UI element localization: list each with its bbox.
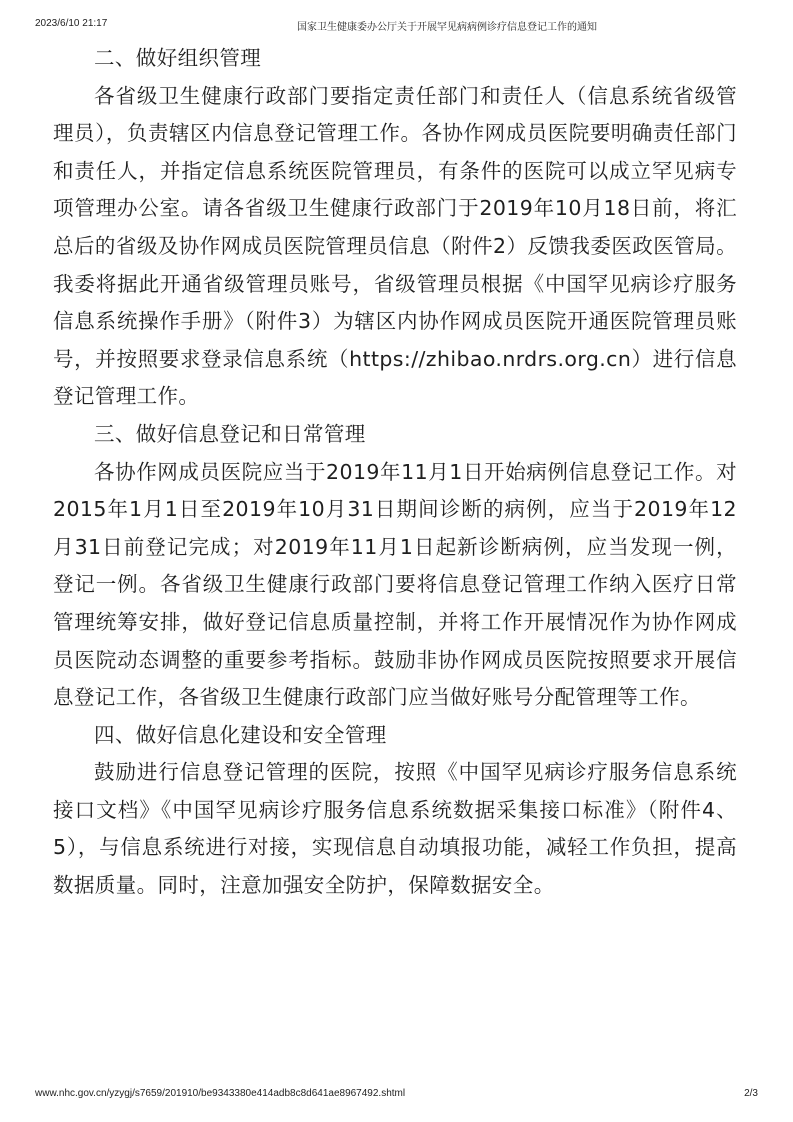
paragraph-informatization: 鼓励进行信息登记管理的医院，按照《中国罕见病诊疗服务信息系统接口文档》《中国罕见病诊疗服务信息系统数据采集接口标准》（附件4、5），与信息系统进行对接，实现信息自动填报功能，减轻工作负担，提高数据质量。同时，注意加强安全防护，保障数据安全。 — [53, 760, 737, 898]
section-heading-informatization: 四、做好信息化建设和安全管理 — [94, 722, 387, 747]
print-header — [35, 18, 758, 32]
section-heading-organization: 二、做好组织管理 — [94, 46, 262, 70]
paragraph-registration: 各协作网成员医院应当于2019年11月1日开始病例信息登记工作。对2015年1月1日至2019年10月31日期间诊断的病例，应当于2019年12月31日前登记完成；对2019年11月1日起新诊断病例，应当发现一例，登记一例。各省级卫生健康行政部门要将信息登记管理工作纳入医疗日常管理统筹安排，做好登记信息质量控制，并将工作开展情况作为协作网成员医院动态调整的重要参考指标。鼓励非协作网成员医院按照要求开展信息登记工作，各省级卫生健康行政部门应当做好账号分配管理等工作。 — [53, 459, 737, 710]
document-body — [53, 40, 737, 905]
print-datetime: 2023/6/10 21:17 — [35, 18, 108, 29]
print-footer — [35, 1088, 758, 1102]
page-number: 2/3 — [744, 1088, 758, 1099]
paragraph-organization: 各省级卫生健康行政部门要指定责任部门和责任人（信息系统省级管理员），负责辖区内信息登记管理工作。各协作网成员医院要明确责任部门和责任人，并指定信息系统医院管理员，有条件的医院可以成立罕见病专项管理办公室。请各省级卫生健康行政部门于2019年10月18日前，将汇总后的省级及协作网成员医院管理员信息（附件2）反馈我委医政医管局。我委将据此开通省级管理员账号，省级管理员根据《中国罕见病诊疗服务信息系统操作手册》（附件3）为辖区内协作网成员医院开通医院管理员账号，并按照要求登录信息系统（https://zhibao.nrdrs.org.cn）进行信息登记管理工作。 — [53, 83, 737, 409]
section-heading-registration: 三、做好信息登记和日常管理 — [94, 421, 366, 446]
print-url: www.nhc.gov.cn/yzygj/s7659/201910/be9343380e414adb8c8d641ae8967492.shtml — [35, 1088, 406, 1099]
print-doc-title: 国家卫生健康委办公厅关于开展罕见病病例诊疗信息登记工作的通知 — [297, 22, 597, 33]
